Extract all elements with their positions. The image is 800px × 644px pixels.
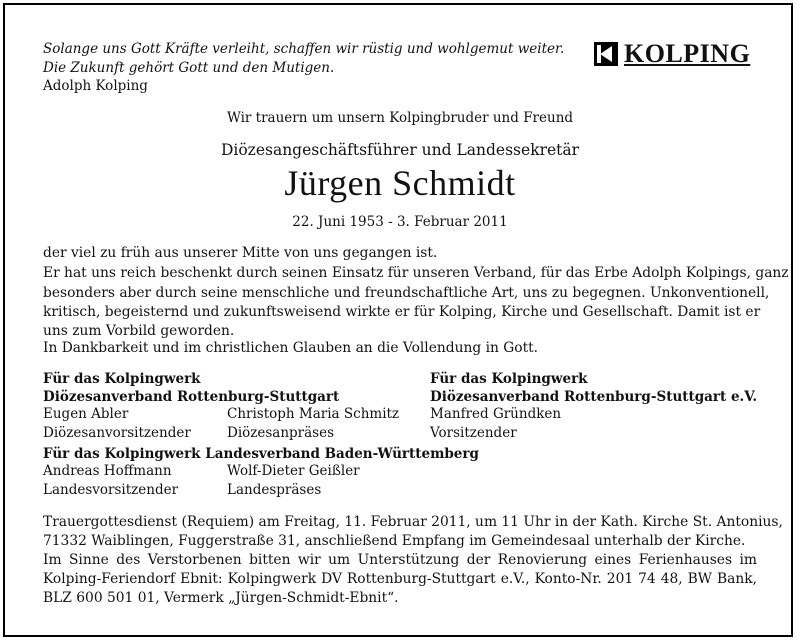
- sig-land-person-1-name: Andreas Hoffmann: [43, 463, 172, 479]
- intro-line: Wir trauern um unsern Kolpingbruder und Freund: [226, 110, 574, 126]
- sig-left-person-1-name: Eugen Abler: [43, 406, 129, 422]
- sig-land-person-2-name: Wolf-Dieter Geißler: [227, 463, 360, 479]
- body-line-5: uns zum Vorbild geworden.: [43, 323, 235, 339]
- body-line-6: In Dankbarkeit und im christlichen Glauben an die Vollendung in Gott.: [43, 340, 539, 356]
- sig-right-person-1-name: Manfred Gründken: [430, 406, 562, 422]
- quote-author: Adolph Kolping: [43, 78, 148, 94]
- deceased-title: Diözesangeschäftsführer und Landessekretär: [220, 141, 580, 159]
- body-line-4: kritisch, begeisternd und zukunftsweisend wirkte er für Kolping, Kirche und Gesellschaft. Damit ist er: [43, 304, 761, 320]
- life-dates: 22. Juni 1953 - 3. Februar 2011: [292, 214, 508, 230]
- kolping-logo: [594, 39, 751, 68]
- service-line-2: 71332 Waiblingen, Fuggerstraße 31, anschließend Empfang im Gemeindesaal unterhalb der Kirche.: [43, 533, 746, 549]
- quote-line-2: Die Zukunft gehört Gott und den Mutigen.: [43, 60, 335, 76]
- sig-left-person-1-role: Diözesanvorsitzender: [43, 425, 191, 441]
- service-line-4: Kolping-Feriendorf Ebnit: Kolpingwerk DV Rottenburg-Stuttgart e.V., Konto-Nr. 201 74 48, BW Bank,: [43, 571, 757, 587]
- sig-left-org-2: Diözesanverband Rottenburg-Stuttgart: [43, 389, 340, 405]
- kolping-logo-text: KOLPING: [624, 39, 751, 68]
- sig-land-org: Für das Kolpingwerk Landesverband Baden-Württemberg: [43, 446, 479, 462]
- deceased-name: Jürgen Schmidt: [284, 163, 516, 203]
- quote-line-1: Solange uns Gott Kräfte verleiht, schaffen wir rüstig und wohlgemut weiter.: [43, 41, 565, 57]
- service-line-3: Im Sinne des Verstorbenen bitten wir um Unterstützung der Renovierung eines Ferienhauses im: [43, 552, 757, 568]
- sig-land-person-2-role: Landespräses: [227, 482, 322, 498]
- sig-right-person-1-role: Vorsitzender: [430, 425, 517, 441]
- kolping-k-icon: [594, 42, 618, 66]
- body-line-1: der viel zu früh aus unserer Mitte von uns gegangen ist.: [43, 245, 438, 261]
- body-line-3: besonders aber durch seine menschliche und freundschaftliche Art, uns zu begegnen. Unkonventionell,: [43, 285, 770, 301]
- body-line-2: Er hat uns reich beschenkt durch seinen Einsatz für unseren Verband, für das Erbe Adolph Kolpings, ganz: [43, 265, 789, 281]
- sig-left-person-2-role: Diözesanpräses: [227, 425, 335, 441]
- sig-land-person-1-role: Landesvorsitzender: [43, 482, 179, 498]
- service-line-5: BLZ 600 501 01, Vermerk „Jürgen-Schmidt-Ebnit“.: [43, 590, 399, 606]
- sig-left-org-1: Für das Kolpingwerk: [43, 371, 201, 387]
- sig-left-person-2-name: Christoph Maria Schmitz: [227, 406, 400, 422]
- sig-right-org-2: Diözesanverband Rottenburg-Stuttgart e.V.: [430, 389, 758, 405]
- sig-right-org-1: Für das Kolpingwerk: [430, 371, 588, 387]
- service-line-1: Trauergottesdienst (Requiem) am Freitag, 11. Februar 2011, um 11 Uhr in der Kath. Kirche St. Antonius,: [43, 514, 783, 530]
